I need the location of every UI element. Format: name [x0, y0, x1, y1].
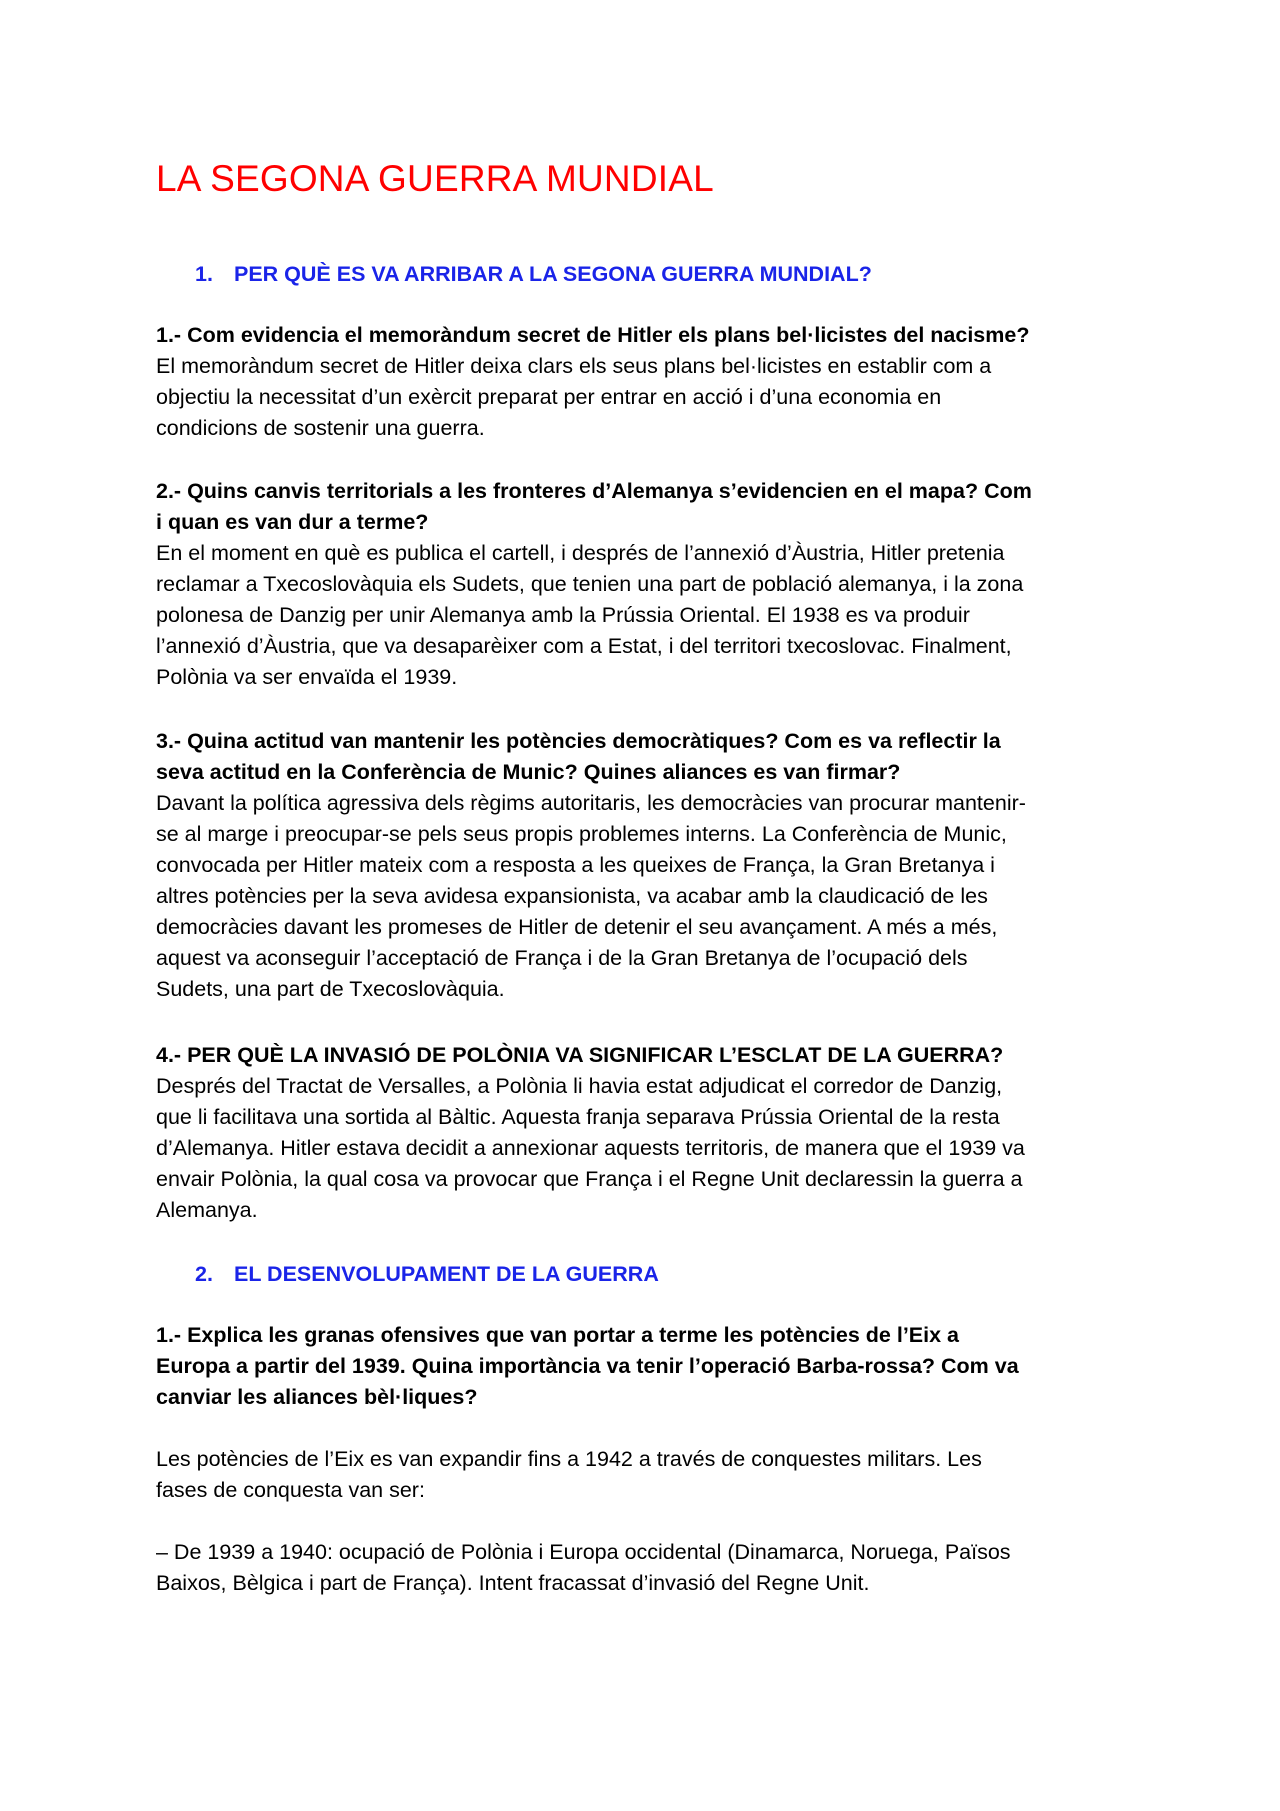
question-line: 1.- Explica les granas ofensives que van portar a terme les potències de l’Eix a	[156, 1323, 960, 1347]
section-number: 2.	[195, 1262, 213, 1286]
answer-line: fases de conquesta van ser:	[156, 1478, 425, 1502]
answer-line: altres potències per la seva avidesa expansionista, va acabar amb la claudicació de les	[156, 884, 988, 908]
answer	[156, 538, 1126, 693]
question-block-1-3	[156, 726, 1126, 1005]
answer-line: convocada per Hitler mateix com a resposta a les queixes de França, la Gran Bretanya i	[156, 853, 995, 877]
answer	[156, 1071, 1126, 1226]
answer-intro	[156, 1444, 1126, 1506]
question-line: 4.- PER QUÈ LA INVASIÓ DE POLÒNIA VA SIGNIFICAR L’ESCLAT DE LA GUERRA?	[156, 1043, 1004, 1067]
answer-phase-1	[156, 1537, 1126, 1599]
answer-line: l’annexió d’Àustria, que va desaparèixer com a Estat, i del territori txecoslovac. Finalment,	[156, 634, 1012, 658]
answer-line: Baixos, Bèlgica i part de França). Intent fracassat d’invasió del Regne Unit.	[156, 1571, 870, 1595]
question-line: seva actitud en la Conferència de Munic? Quines aliances es van firmar?	[156, 760, 901, 784]
answer-line: – De 1939 a 1940: ocupació de Polònia i Europa occidental (Dinamarca, Noruega, Països	[156, 1540, 1011, 1564]
answer-line: reclamar a Txecoslovàquia els Sudets, que tenien una part de població alemanya, i la zona	[156, 572, 1024, 596]
answer	[156, 1444, 1126, 1506]
question-line: 1.- Com evidencia el memoràndum secret de Hitler els plans bel·licistes del nacisme?	[156, 323, 1030, 347]
answer-line: Polònia va ser envaïda el 1939.	[156, 665, 458, 689]
answer-line: Alemanya.	[156, 1198, 258, 1222]
question	[156, 320, 1126, 351]
answer	[156, 1537, 1126, 1599]
section-heading-1	[195, 262, 872, 287]
answer	[156, 788, 1126, 1005]
answer-line: que li facilitava una sortida al Bàltic. Aquesta franja separava Prússia Oriental de la resta	[156, 1105, 1000, 1129]
question	[156, 476, 1126, 538]
answer-line: polonesa de Danzig per unir Alemanya amb la Prússia Oriental. El 1938 es va produir	[156, 603, 970, 627]
answer-line: Després del Tractat de Versalles, a Polònia li havia estat adjudicat el corredor de Danzig,	[156, 1074, 1003, 1098]
answer-line: se al marge i preocupar-se pels seus propis problemes interns. La Conferència de Munic,	[156, 822, 1007, 846]
answer-line: aquest va aconseguir l’acceptació de França i de la Gran Bretanya de l’ocupació dels	[156, 946, 968, 970]
answer-line: En el moment en què es publica el cartell, i després de l’annexió d’Àustria, Hitler pretenia	[156, 541, 1005, 565]
section-title: PER QUÈ ES VA ARRIBAR A LA SEGONA GUERRA MUNDIAL?	[234, 262, 872, 286]
question-block-2-1	[156, 1320, 1126, 1413]
section-number: 1.	[195, 262, 213, 286]
question	[156, 726, 1126, 788]
answer-line: Les potències de l’Eix es van expandir fins a 1942 a través de conquestes militars. Les	[156, 1447, 982, 1471]
answer-line: d’Alemanya. Hitler estava decidit a annexionar aquests territoris, de manera que el 1939 va	[156, 1136, 1025, 1160]
question-line: canviar les aliances bèl·liques?	[156, 1385, 478, 1409]
question-block-1-1	[156, 320, 1126, 444]
question-block-1-4	[156, 1040, 1126, 1226]
answer-line: democràcies davant les promeses de Hitler de detenir el seu avançament. A més a més,	[156, 915, 998, 939]
document-title: LA SEGONA GUERRA MUNDIAL	[156, 158, 714, 199]
answer-line: Sudets, una part de Txecoslovàquia.	[156, 977, 505, 1001]
answer-line: Davant la política agressiva dels règims autoritaris, les democràcies van procurar mantenir-	[156, 791, 1026, 815]
answer-line: El memoràndum secret de Hitler deixa clars els seus plans bel·licistes en establir com a	[156, 354, 992, 378]
question	[156, 1040, 1126, 1071]
answer-line: objectiu la necessitat d’un exèrcit preparat per entrar en acció i d’una economia en	[156, 385, 942, 409]
answer	[156, 351, 1126, 444]
question-line: Europa a partir del 1939. Quina importància va tenir l’operació Barba-rossa? Com va	[156, 1354, 1019, 1378]
section-heading-2	[195, 1262, 659, 1287]
section-title: EL DESENVOLUPAMENT DE LA GUERRA	[234, 1262, 659, 1286]
question-line: i quan es van dur a terme?	[156, 510, 429, 534]
question-block-1-2	[156, 476, 1126, 693]
question-line: 2.- Quins canvis territorials a les fronteres d’Alemanya s’evidencien en el mapa? Com	[156, 479, 1032, 503]
answer-line: envair Polònia, la qual cosa va provocar que França i el Regne Unit declaressin la guerra a	[156, 1167, 1023, 1191]
question-line: 3.- Quina actitud van mantenir les potències democràtiques? Com es va reflectir la	[156, 729, 1001, 753]
question	[156, 1320, 1126, 1413]
answer-line: condicions de sostenir una guerra.	[156, 416, 485, 440]
